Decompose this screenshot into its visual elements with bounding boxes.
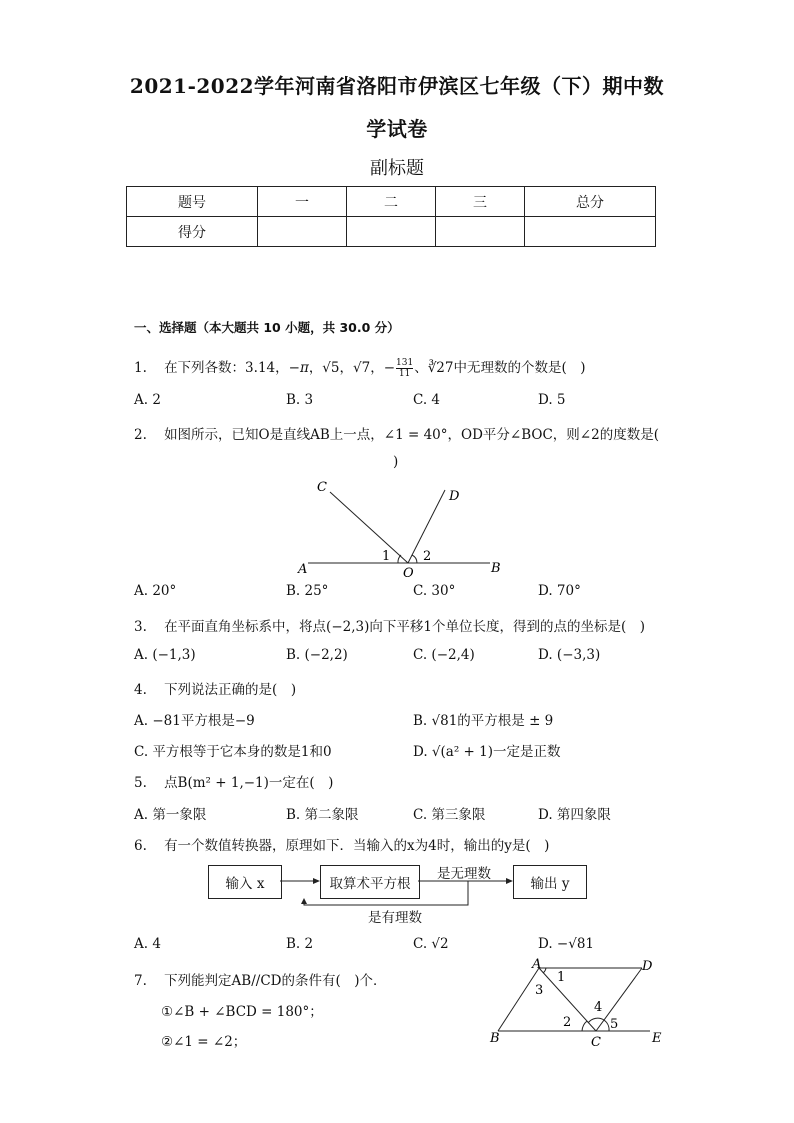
label-angle-5: 5 xyxy=(610,1017,619,1032)
question-4 xyxy=(134,678,296,698)
parallel-figure xyxy=(484,956,674,1050)
question-text-cont: ) xyxy=(393,454,399,470)
question-5 xyxy=(134,771,333,791)
option-d[interactable]: D. √(a² + 1)一定是正数 xyxy=(413,744,561,760)
score-cell: 总分 xyxy=(525,187,656,217)
question-text: 在平面直角坐标系中，将点(−2,3)向下平移1个单位长度，得到的点的坐标是( ) xyxy=(164,619,645,635)
option-d[interactable]: D. (−3,3) xyxy=(538,647,601,663)
question-text: 点B(m² + 1,−1)一定在( ) xyxy=(164,775,334,791)
score-cell[interactable] xyxy=(525,217,656,247)
option-d[interactable]: D. 第四象限 xyxy=(538,807,611,823)
arrowhead-icon xyxy=(301,898,307,904)
score-cell[interactable] xyxy=(258,217,347,247)
question-text: 在下列各数：3.14，− xyxy=(164,360,300,376)
flow-output-box: 输出 y xyxy=(513,865,587,899)
label-a: A xyxy=(532,957,542,972)
option-c[interactable]: C. 第三象限 xyxy=(413,807,486,823)
option-c[interactable]: C. (−2,4) xyxy=(413,647,475,663)
score-cell: 得分 xyxy=(127,217,258,247)
option-c[interactable]: C. 平方根等于它本身的数是1和0 xyxy=(134,744,332,760)
label-angle-4: 4 xyxy=(594,1000,603,1015)
question-3 xyxy=(134,615,645,635)
option-c[interactable]: C. 30° xyxy=(413,583,456,599)
label-b: B xyxy=(491,561,501,576)
label-angle-1: 1 xyxy=(557,970,566,985)
option-b[interactable]: B. 第二象限 xyxy=(286,807,359,823)
option-b[interactable]: B. 3 xyxy=(286,392,314,408)
option-b[interactable]: B. (−2,2) xyxy=(286,647,348,663)
option-d[interactable]: D. 5 xyxy=(538,392,566,408)
question-6 xyxy=(134,834,549,854)
score-table-header-row xyxy=(127,187,656,217)
angle-arc xyxy=(543,968,546,973)
arrow-rational-loop xyxy=(304,881,468,905)
question-7 xyxy=(134,969,387,989)
option-d[interactable]: D. −√81 xyxy=(538,936,595,952)
score-cell[interactable] xyxy=(436,217,525,247)
angle-1-arc xyxy=(398,555,401,563)
angle-arc xyxy=(582,1021,587,1031)
ray-oc xyxy=(330,492,408,563)
flow-label-rational: 是有理数 xyxy=(368,910,422,926)
option-b[interactable]: B. √81的平方根是 ± 9 xyxy=(413,713,554,729)
question-text: 、∛27中无理数的个数是( ) xyxy=(414,360,586,376)
angle-arc xyxy=(604,1020,609,1031)
score-table-score-row xyxy=(127,217,656,247)
score-cell: 二 xyxy=(347,187,436,217)
label-c: C xyxy=(591,1035,601,1050)
condition-1: ①∠B + ∠BCD = 180°； xyxy=(161,1004,323,1020)
score-cell[interactable] xyxy=(347,217,436,247)
flow-process-box: 取算术平方根 xyxy=(320,865,420,899)
score-cell: 题号 xyxy=(127,187,258,217)
question-number: 6. xyxy=(134,838,147,854)
score-cell: 三 xyxy=(436,187,525,217)
pi-symbol: π xyxy=(299,360,309,376)
option-a[interactable]: A. 20° xyxy=(134,583,177,599)
label-angle-1: 1 xyxy=(382,549,391,564)
question-1 xyxy=(134,356,586,379)
option-b[interactable]: B. 25° xyxy=(286,583,329,599)
arrowhead-icon xyxy=(506,878,513,884)
segment-ab xyxy=(498,968,539,1031)
label-b: B xyxy=(490,1031,500,1046)
label-angle-2: 2 xyxy=(423,549,432,564)
option-c[interactable]: C. 4 xyxy=(413,392,441,408)
question-number: 3. xyxy=(134,619,147,635)
exam-title-line1: 2021-2022学年河南省洛阳市伊滨区七年级（下）期中数 xyxy=(129,74,665,98)
flow-input-box: 输入 x xyxy=(208,865,282,899)
question-text: 下列能判定AB//CD的条件有( )个． xyxy=(164,973,387,989)
label-d: D xyxy=(449,489,460,504)
angle-arc xyxy=(588,1018,604,1023)
option-a[interactable]: A. 2 xyxy=(134,392,161,408)
segment-dc xyxy=(596,968,642,1031)
question-text: 下列说法正确的是( ) xyxy=(164,682,297,698)
condition-2: ②∠1 = ∠2； xyxy=(161,1034,247,1050)
label-a: A xyxy=(298,562,308,577)
option-a[interactable]: A. −81平方根是−9 xyxy=(134,713,255,729)
question-number: 4. xyxy=(134,682,147,698)
option-d[interactable]: D. 70° xyxy=(538,583,581,599)
question-text: 如图所示，已知O是直线AB上一点，∠1 = 40°，OD平分∠BOC，则∠2的度数是( xyxy=(164,427,659,443)
flow-label-irrational: 是无理数 xyxy=(437,866,491,882)
question-number: 2. xyxy=(134,427,147,443)
angle-figure xyxy=(290,478,510,578)
label-e: E xyxy=(652,1031,662,1046)
label-o: O xyxy=(403,566,414,578)
question-text: 有一个数值转换器，原理如下．当输入的x为4时，输出的y是( ) xyxy=(164,838,550,854)
option-c[interactable]: C. √2 xyxy=(413,936,449,952)
label-d: D xyxy=(642,959,653,974)
label-c: C xyxy=(317,480,327,495)
score-cell: 一 xyxy=(258,187,347,217)
label-angle-3: 3 xyxy=(535,983,544,998)
exam-title-line2: 学试卷 xyxy=(366,117,428,141)
section-heading: 一、选择题（本大题共 10 小题，共 30.0 分） xyxy=(134,320,400,335)
label-angle-2: 2 xyxy=(563,1015,572,1030)
question-2 xyxy=(134,423,659,443)
question-number: 5. xyxy=(134,775,147,791)
question-text: ，√5，√7，− xyxy=(308,360,396,376)
score-table xyxy=(126,186,656,247)
fraction: $\frac{131}{11}$ xyxy=(396,358,414,379)
option-a[interactable]: A. (−1,3) xyxy=(134,647,196,663)
question-number: 7. xyxy=(134,973,147,989)
option-a[interactable]: A. 4 xyxy=(134,936,161,952)
angle-2-arc xyxy=(412,555,417,563)
option-b[interactable]: B. 2 xyxy=(286,936,314,952)
question-number: 1. xyxy=(134,360,147,376)
exam-subtitle: 副标题 xyxy=(370,158,424,179)
option-a[interactable]: A. 第一象限 xyxy=(134,807,207,823)
arrowhead-icon xyxy=(313,878,320,884)
